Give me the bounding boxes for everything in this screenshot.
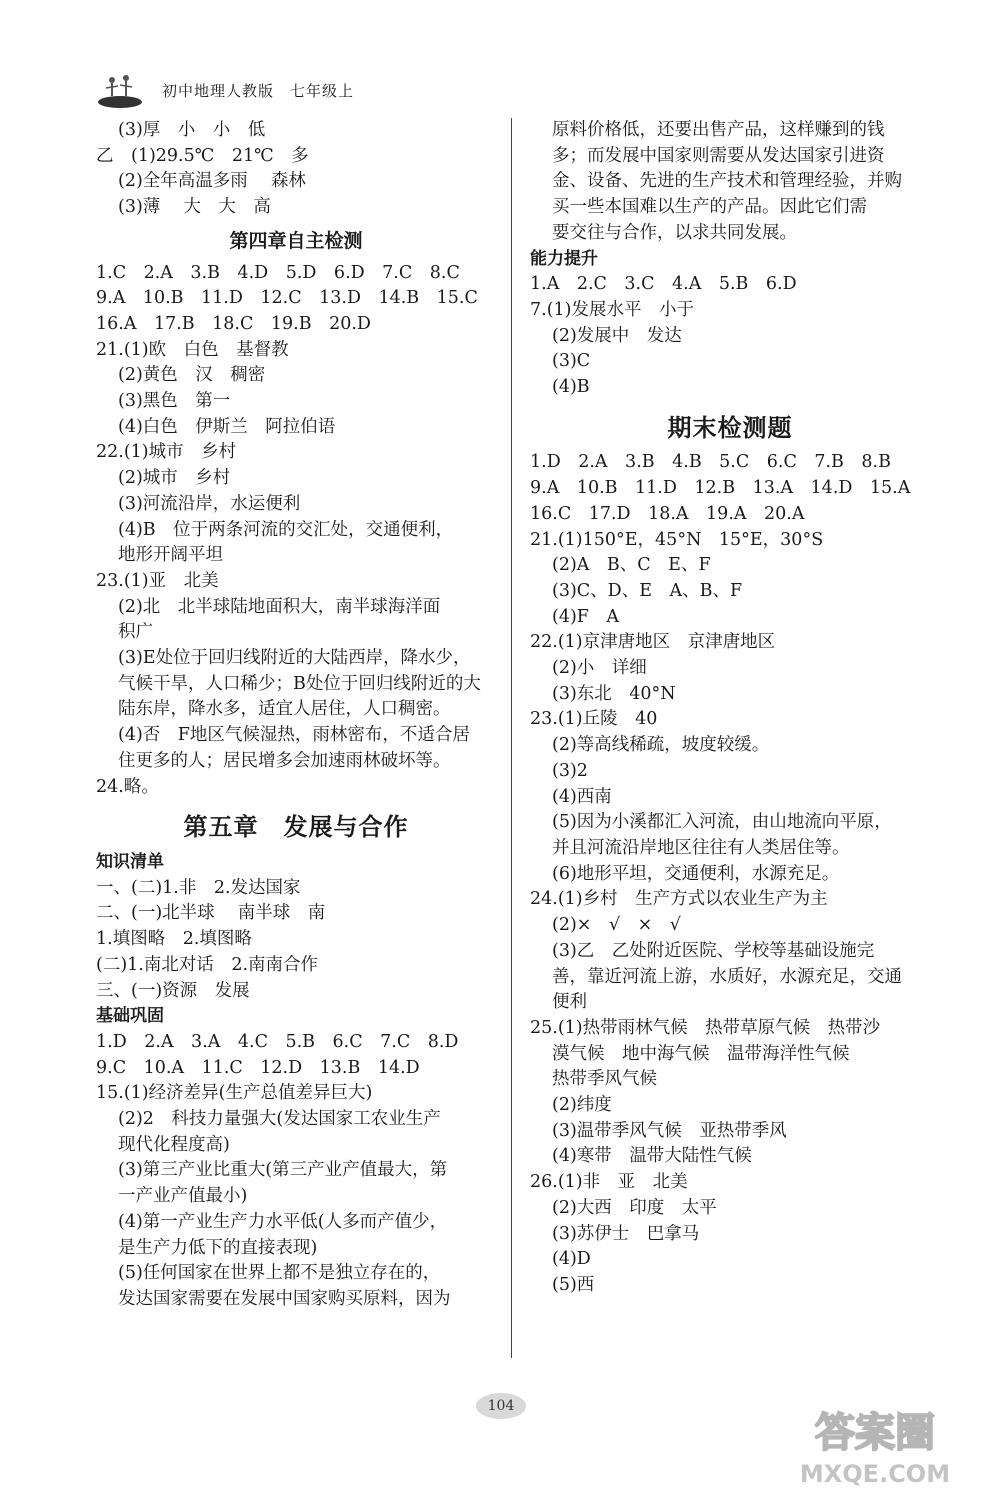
answer-line: 住更多的人；居民增多会加速雨林破坏等。: [118, 750, 451, 771]
answer-line: (2)发展中 发达: [552, 325, 682, 346]
answer-line: (3)2: [552, 760, 588, 781]
answer-line: (2)大西 印度 太平: [552, 1197, 717, 1218]
page-number: 104: [476, 1393, 526, 1419]
series-logo-icon: [96, 70, 144, 110]
answer-line: 地形开阔平坦: [118, 545, 223, 566]
answer-line: (4)F A: [552, 606, 620, 627]
answer-line: (3)苏伊士 巴拿马: [552, 1223, 700, 1244]
answer-line: 24.(1)乡村 生产方式以农业生产为主: [530, 889, 828, 910]
answer-line: 23.(1)亚 北美: [96, 570, 219, 591]
answer-line: 22.(1)京津唐地区 京津唐地区: [530, 632, 776, 653]
answer-line: 9.A 10.B 11.D 12.C 13.D 14.B 15.C: [96, 288, 478, 309]
answer-line: (3)河流沿岸，水运便利: [118, 493, 301, 514]
answer-line: (3)东北 40°N: [552, 683, 676, 704]
answer-line: 多；而发展中国家则需要从发达国家引进资: [552, 145, 885, 166]
answer-line: 1.填图略 2.填图略: [96, 929, 252, 950]
answer-line: (2)纬度: [552, 1095, 612, 1116]
header-title: 初中地理人教版 七年级上: [162, 82, 355, 100]
answer-line: (二)1.南北对话 2.南南合作: [96, 954, 319, 975]
answer-line: (5)西: [552, 1274, 595, 1295]
answer-line: 1.D 2.A 3.B 4.B 5.C 6.C 7.B 8.B: [530, 452, 891, 473]
answer-line: (3)E处位于回归线附近的大陆西岸，降水少，: [118, 648, 471, 669]
answer-line: 买一些本国难以生产的产品。因此它们需: [552, 197, 867, 218]
left-column: [96, 118, 496, 1313]
answer-line: (2)A B、C E、F: [552, 555, 711, 576]
answer-line: 金、设备、先进的生产技术和管理经验，并购: [552, 171, 902, 192]
answer-line: (6)地形平坦，交通便利，水源充足。: [552, 863, 840, 884]
answer-line: 25.(1)热带雨林气候 热带草原气候 热带沙: [530, 1017, 881, 1038]
answer-line: (4)西南: [552, 786, 612, 807]
answer-line: (2)× √ × √: [552, 915, 681, 936]
subsection-heading: 基础巩固: [96, 1006, 164, 1027]
answer-line: 三、(一)资源 发展: [96, 980, 250, 1001]
answer-line: 漠气候 地中海气候 温带海洋性气候: [552, 1043, 850, 1064]
answer-line: 22.(1)城市 乡村: [96, 442, 237, 463]
answer-line: 要交往与合作，以求共同发展。: [552, 222, 797, 243]
answer-line: (5)任何国家在世界上都不是独立存在的，: [118, 1263, 441, 1284]
watermark-bottom-text: MXQE.COM: [799, 1460, 951, 1488]
answer-line: 16.C 17.D 18.A 19.A 20.A: [530, 503, 805, 524]
answer-line: (4)B: [552, 377, 590, 398]
answer-line: (4)寒带 温带大陆性气候: [552, 1146, 752, 1167]
answer-line: 26.(1)非 亚 北美: [530, 1172, 688, 1193]
answer-line: 热带季风气候: [552, 1069, 657, 1090]
answer-line: 积广: [118, 622, 153, 643]
answer-line: (3)黑色 第一: [118, 391, 231, 412]
answer-line: 15.(1)经济差异(生产总值差异巨大): [96, 1083, 373, 1104]
answer-line: 是生产力低下的直接表现): [118, 1237, 318, 1258]
answer-line: (3)温带季风气候 亚热带季风: [552, 1120, 787, 1141]
chapter-heading-chapter5: 第五章 发展与合作: [183, 812, 409, 842]
answer-line: 1.D 2.A 3.A 4.C 5.B 6.C 7.C 8.D: [96, 1031, 459, 1052]
section-heading-final-exam: 期末检测题: [667, 412, 793, 442]
answer-line: (3)第三产业比重大(第三产业产值最大，第: [118, 1160, 448, 1181]
answer-line: 气候干旱，人口稀少；B处位于回归线附近的大: [118, 673, 481, 694]
answer-line: 善，靠近河流上游，水质好，水源充足，交通: [552, 966, 902, 987]
answer-line: (3)薄 大 大 高: [118, 197, 271, 218]
answer-line: (4)白色 伊斯兰 阿拉伯语: [118, 416, 336, 437]
answer-line: (2)全年高温多雨 森林: [118, 171, 306, 192]
answer-line: 16.A 17.B 18.C 19.B 20.D: [96, 313, 371, 334]
answer-line: 1.A 2.C 3.C 4.A 5.B 6.D: [530, 274, 797, 295]
answer-line: (4)否 F地区气候湿热，雨林密布，不适合居: [118, 725, 470, 746]
answer-line: 9.C 10.A 11.C 12.D 13.B 14.D: [96, 1057, 420, 1078]
answer-line: (2)黄色 汉 稠密: [118, 365, 266, 386]
answer-line: (3)厚 小 小 低: [118, 120, 266, 140]
answer-line: (2)北 北半球陆地面积大，南半球海洋面: [118, 596, 441, 617]
answer-line: 陆东岸，降水多，适宜人居住，人口稠密。: [118, 699, 451, 720]
answer-line: (2)小 详细: [552, 658, 647, 679]
answer-line: 便利: [552, 992, 587, 1013]
answer-line: 一、(二)1.非 2.发达国家: [96, 877, 301, 898]
answer-line: 并且河流沿岸地区往往有人类居住等。: [552, 837, 850, 858]
right-column: [530, 118, 930, 1299]
watermark-top-text: 答案圈: [815, 1410, 935, 1456]
answer-line: (4)D: [552, 1249, 591, 1270]
section-heading-chapter4-test: 第四章自主检测: [229, 229, 363, 252]
answer-line: (5)因为小溪都汇入河流，由山地流向平原，: [552, 812, 892, 833]
answer-line: (4)第一产业生产力水平低(人多而产值少，: [118, 1211, 448, 1232]
answer-line: 发达国家需要在发展中国家购买原料，因为: [118, 1288, 451, 1309]
answer-line: (3)C: [552, 351, 591, 372]
answer-line: 乙 (1)29.5℃ 21℃ 多: [96, 145, 309, 166]
answer-line: (3)乙 乙处附近医院、学校等基础设施完: [552, 940, 875, 961]
answer-line: (2)城市 乡村: [118, 468, 231, 489]
answer-line: (2)2 科技力量强大(发达国家工农业生产: [118, 1109, 441, 1130]
subsection-heading: 能力提升: [530, 248, 598, 269]
answer-line: (4)B 位于两条河流的交汇处，交通便利，: [118, 519, 454, 540]
subsection-heading: 知识清单: [96, 851, 164, 872]
page-header: [96, 70, 516, 110]
watermark-logo: [770, 1398, 980, 1490]
answer-line: 21.(1)欧 白色 基督教: [96, 339, 289, 360]
answer-line: (2)等高线稀疏，坡度较缓。: [552, 735, 770, 756]
column-divider: [511, 118, 512, 1358]
answer-line: 21.(1)150°E，45°N 15°E，30°S: [530, 529, 824, 550]
answer-line: 原料价格低，还要出售产品，这样赚到的钱: [552, 120, 885, 140]
answer-line: (3)C、D、E A、B、F: [552, 580, 743, 601]
answer-line: 9.A 10.B 11.D 12.B 13.A 14.D 15.A: [530, 478, 911, 499]
answer-line: 1.C 2.A 3.B 4.D 5.D 6.D 7.C 8.C: [96, 262, 460, 283]
answer-line: 24.略。: [96, 776, 159, 797]
answer-line: 二、(一)北半球 南半球 南: [96, 903, 326, 924]
answer-line: 23.(1)丘陵 40: [530, 709, 658, 730]
answer-line: 一产业产值最小): [118, 1186, 248, 1207]
answer-line: 现代化程度高): [118, 1134, 230, 1155]
answer-line: 7.(1)发展水平 小于: [530, 299, 694, 320]
